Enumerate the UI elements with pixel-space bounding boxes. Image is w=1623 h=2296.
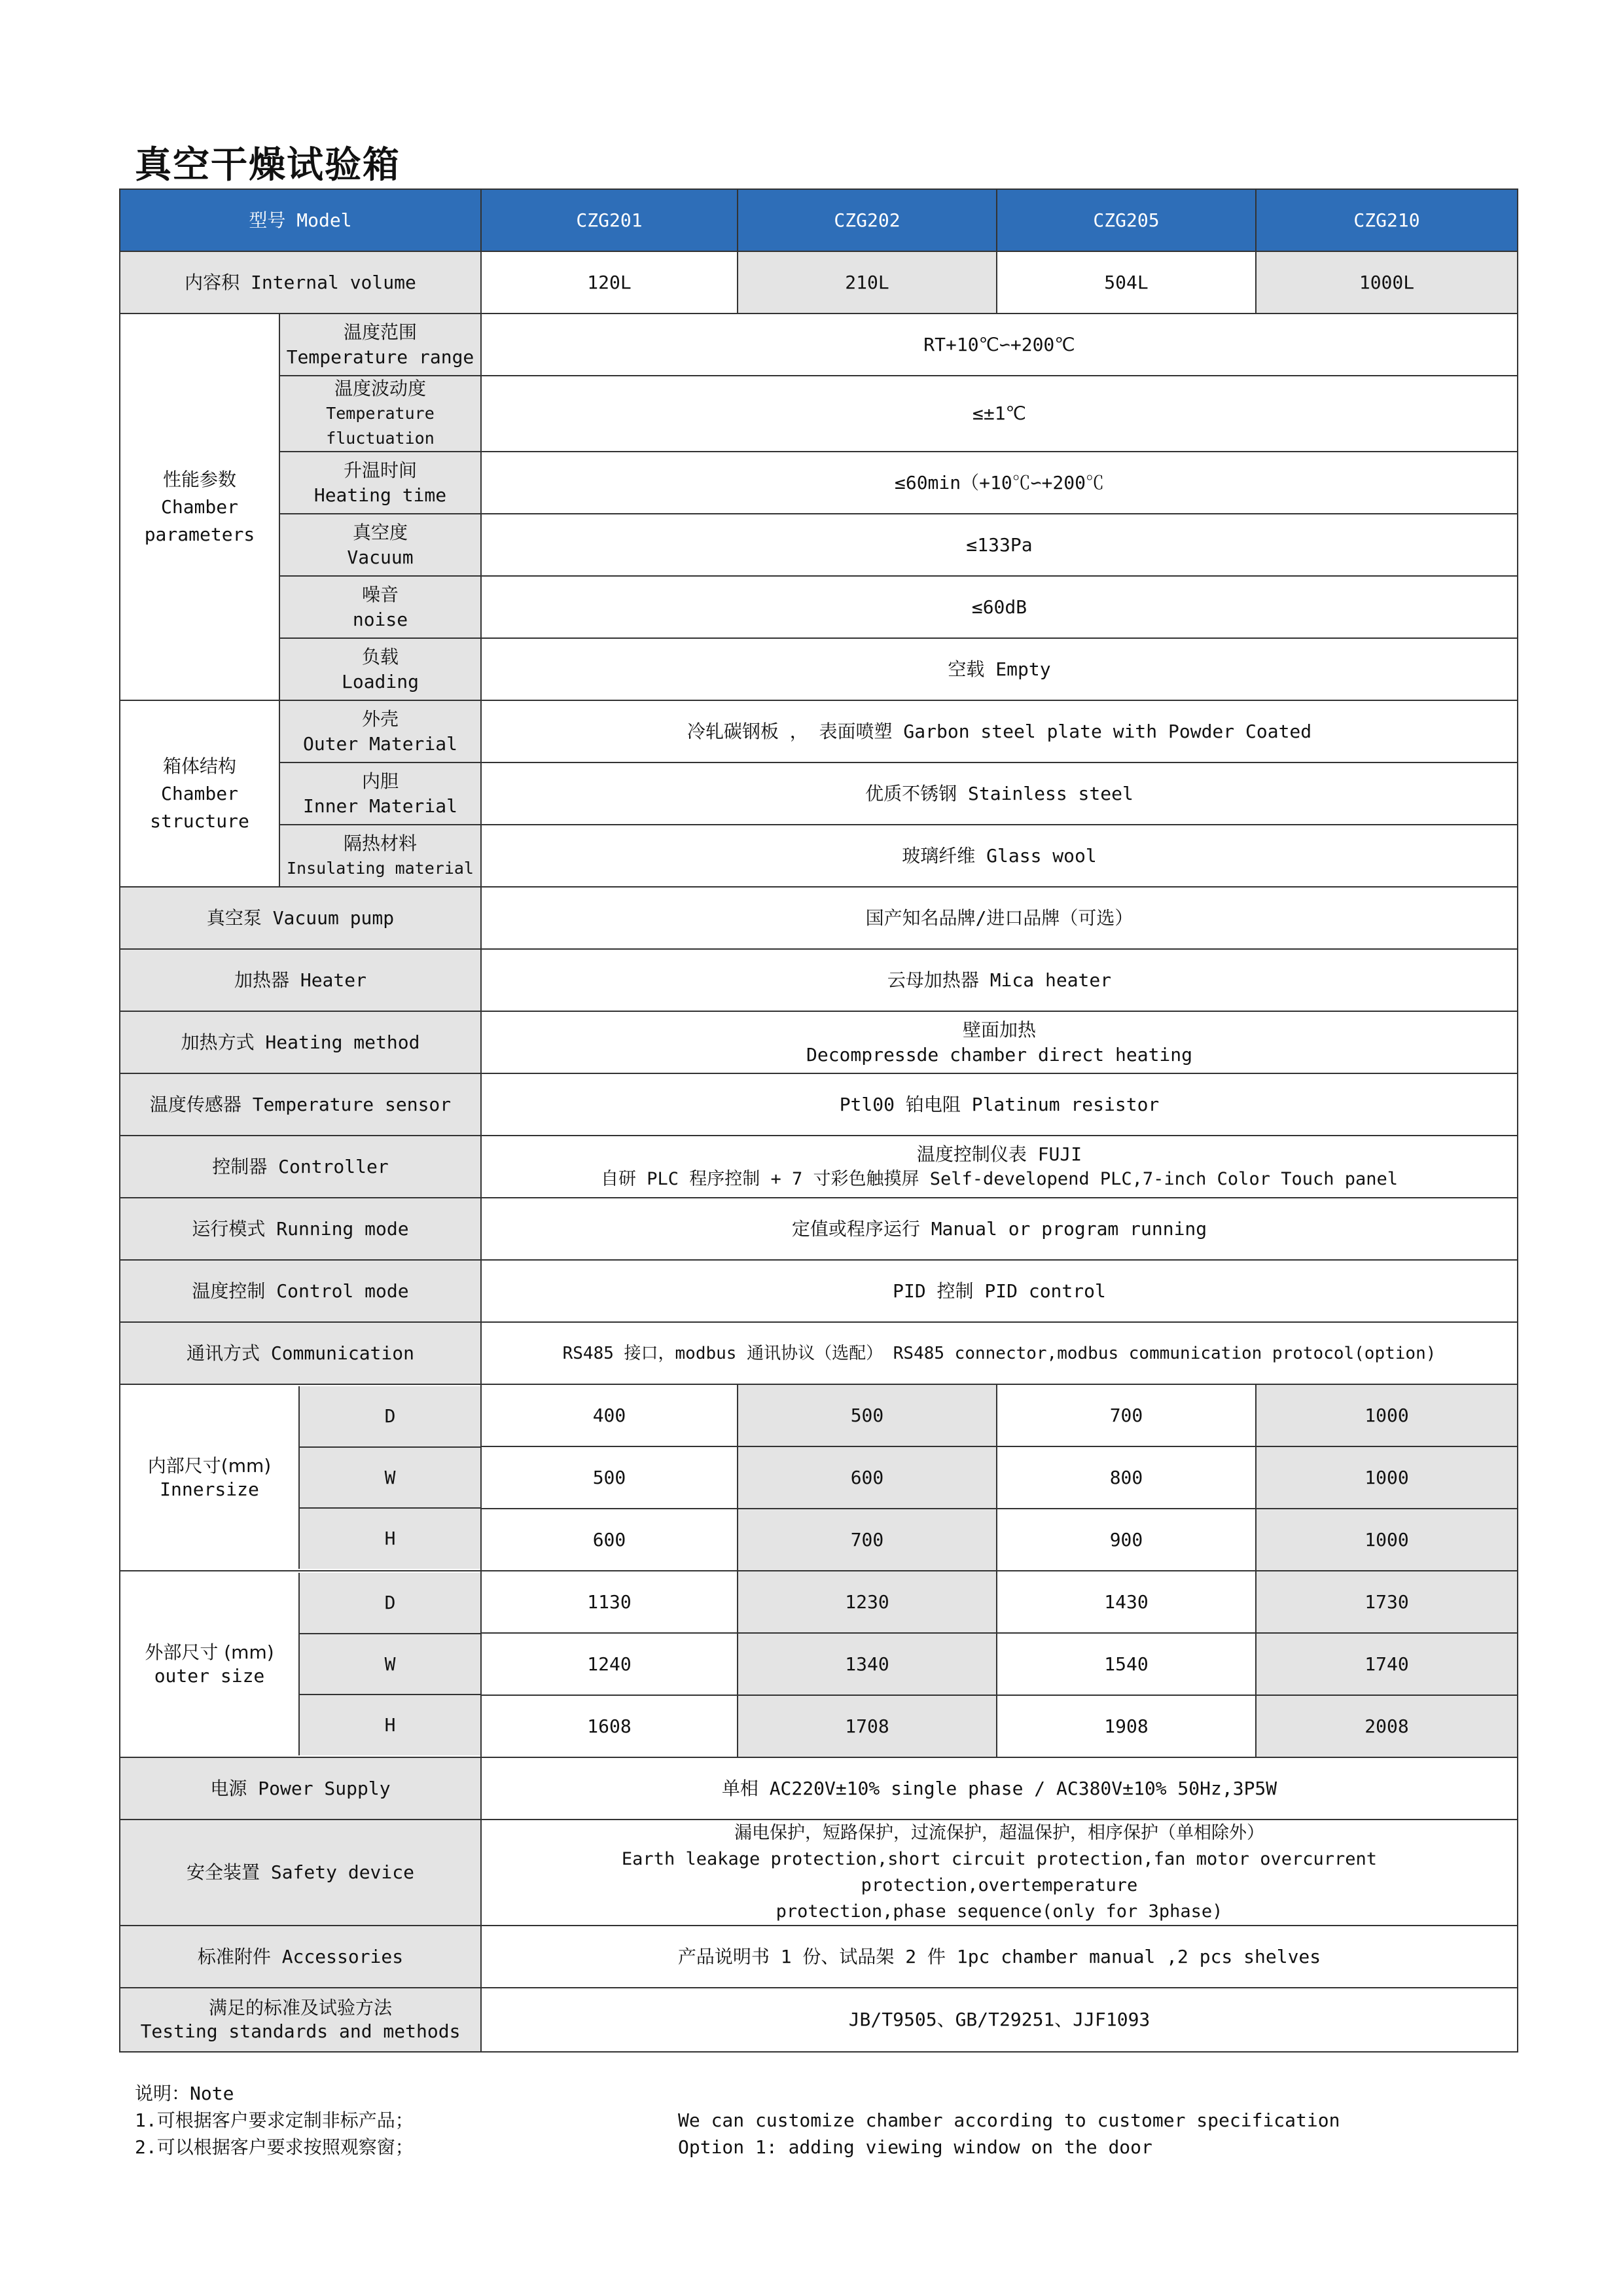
group-label-cn: 箱体结构 <box>162 755 236 777</box>
structure-value: 优质不锈钢 Stainless steel <box>481 762 1518 825</box>
note-item <box>135 2107 1340 2134</box>
volume-row <box>120 251 1518 314</box>
note-cn: 1.可根据客户要求定制非标产品； <box>135 2109 414 2131</box>
outer-size-group <box>120 1571 481 1757</box>
size-value: 500 <box>481 1446 738 1509</box>
notes-heading: 说明：Note <box>135 2083 234 2104</box>
spec-value <box>481 949 1518 1011</box>
size-value: 1740 <box>1256 1633 1518 1695</box>
size-value: 1130 <box>481 1571 738 1633</box>
spec-label: 温度控制 Control mode <box>120 1260 481 1322</box>
param-name-en: Vacuum <box>347 546 414 568</box>
volume-value: 1000L <box>1256 251 1518 314</box>
structure-row <box>120 825 1518 887</box>
size-value: 1708 <box>738 1695 997 1757</box>
param-value: RT+10℃∽+200℃ <box>481 314 1518 376</box>
param-name <box>279 314 481 376</box>
param-name <box>279 638 481 700</box>
safety-label: 安全装置 Safety device <box>120 1820 481 1926</box>
outer-size-label <box>120 1573 298 1755</box>
spec-value <box>481 887 1518 949</box>
structure-value: 玻璃纤维 Glass wool <box>481 825 1518 887</box>
spec-row <box>120 1322 1518 1384</box>
size-value: 600 <box>481 1509 738 1571</box>
structure-name-en: Insulating material <box>287 858 474 878</box>
param-name <box>279 576 481 638</box>
structure-value: 冷轧碳钢板 ， 表面喷塑 Garbon steel plate with Powder Coated <box>481 700 1518 762</box>
model-cell: CZG202 <box>738 189 997 251</box>
size-value: 400 <box>481 1384 738 1446</box>
spec-label: 真空泵 Vacuum pump <box>120 887 481 949</box>
safety-line: 漏电保护，短路保护，过流保护，超温保护，相序保护（单相除外） <box>734 1823 1264 1843</box>
spec-value <box>481 1136 1518 1198</box>
param-row <box>120 514 1518 576</box>
structure-name-cn: 内胆 <box>361 770 399 792</box>
size-value: 700 <box>997 1384 1256 1446</box>
outer-size-label-en: outer size <box>154 1664 265 1687</box>
size-value: 900 <box>997 1509 1256 1571</box>
spec-row <box>120 1260 1518 1322</box>
spec-row <box>120 1011 1518 1073</box>
model-cell: CZG201 <box>481 189 738 251</box>
structure-row <box>120 762 1518 825</box>
model-cell: CZG205 <box>997 189 1256 251</box>
param-name <box>279 514 481 576</box>
param-name-cn: 温度波动度 <box>334 378 426 399</box>
spec-label: 控制器 Controller <box>120 1136 481 1198</box>
size-value: 600 <box>738 1446 997 1509</box>
safety-line: protection,phase sequence(only for 3phase) <box>776 1901 1223 1922</box>
spec-row <box>120 1073 1518 1136</box>
param-name <box>279 452 481 514</box>
spec-value-line: Ptl00 铂电阻 Platinum resistor <box>839 1093 1160 1115</box>
param-row <box>120 638 1518 700</box>
group-label-cn: 性能参数 <box>162 468 236 490</box>
spec-label: 加热方式 Heating method <box>120 1011 481 1073</box>
note-cn: 2.可以根据客户要求按照观察窗； <box>135 2136 414 2158</box>
volume-value: 210L <box>738 251 997 314</box>
model-cell: CZG210 <box>1256 189 1518 251</box>
size-value: 1608 <box>481 1695 738 1757</box>
inner-size-dims <box>298 1386 480 1569</box>
dim-label: W <box>300 1634 480 1696</box>
param-name-en: Heating time <box>313 484 447 506</box>
structure-row <box>120 700 1518 762</box>
spec-label: 通讯方式 Communication <box>120 1322 481 1384</box>
spec-label: 加热器 Heater <box>120 949 481 1011</box>
param-row <box>120 452 1518 514</box>
volume-value: 504L <box>997 251 1256 314</box>
volume-label: 内容积 Internal volume <box>120 251 481 314</box>
dim-label: D <box>300 1386 480 1448</box>
spec-value-line: 壁面加热 <box>962 1018 1036 1041</box>
size-value: 1730 <box>1256 1571 1518 1633</box>
spec-value <box>481 1073 1518 1136</box>
spec-label: 温度传感器 Temperature sensor <box>120 1073 481 1136</box>
group-label-en: parameters <box>144 523 255 545</box>
spec-value-line: 云母加热器 Mica heater <box>887 969 1112 991</box>
size-value: 1340 <box>738 1633 997 1695</box>
spec-value <box>481 1260 1518 1322</box>
structure-name-cn: 外壳 <box>361 708 399 730</box>
standards-label-cn: 满足的标准及试验方法 <box>208 1997 392 2018</box>
inner-size-row <box>120 1384 1518 1446</box>
structure-name-en: Outer Material <box>302 732 457 755</box>
note-en: We can customize chamber according to customer specification <box>678 2109 1340 2131</box>
spec-value-line: 自研 PLC 程序控制 + 7 寸彩色触摸屏 Self-developend PLC,7-inch Color Touch panel <box>600 1168 1399 1189</box>
standards-label <box>120 1988 481 2052</box>
spec-value-line: Decompressde chamber direct heating <box>806 1043 1192 1066</box>
safety-line: Earth leakage protection,short circuit protection,fan motor overcurrent protection,overtemperature <box>621 1849 1378 1895</box>
power-label: 电源 Power Supply <box>120 1757 481 1820</box>
spec-value-line: PID 控制 PID control <box>893 1280 1106 1302</box>
param-value: ≤60min（+10℃∽+200℃ <box>481 452 1518 514</box>
spec-value <box>481 1011 1518 1073</box>
inner-size-label <box>120 1386 298 1569</box>
size-value: 700 <box>738 1509 997 1571</box>
standards-label-en: Testing standards and methods <box>140 2020 461 2042</box>
note-en: Option 1: adding viewing window on the door <box>678 2136 1152 2158</box>
size-value: 2008 <box>1256 1695 1518 1757</box>
param-name-en: Loading <box>341 670 419 692</box>
volume-value: 120L <box>481 251 738 314</box>
notes-section <box>135 2080 1340 2161</box>
note-item <box>135 2134 1340 2161</box>
inner-size-label-en: Innersize <box>160 1478 259 1500</box>
param-name <box>279 376 481 452</box>
spec-row <box>120 949 1518 1011</box>
outer-size-row <box>120 1571 1518 1633</box>
structure-group <box>120 700 279 887</box>
outer-size-dims <box>298 1573 480 1755</box>
param-name-cn: 负载 <box>361 645 399 668</box>
page-title: 真空干燥试验箱 <box>135 144 401 187</box>
accessories-row <box>120 1926 1518 1988</box>
param-name-en: Temperature range <box>286 346 474 368</box>
group-label-en: Chamber <box>160 782 238 804</box>
safety-value <box>481 1820 1518 1926</box>
param-name-cn: 真空度 <box>352 521 408 543</box>
size-value: 800 <box>997 1446 1256 1509</box>
header-row <box>120 189 1518 251</box>
size-value: 1540 <box>997 1633 1256 1695</box>
safety-row <box>120 1820 1518 1926</box>
spec-label: 运行模式 Running mode <box>120 1198 481 1260</box>
power-row <box>120 1757 1518 1820</box>
spec-row <box>120 1198 1518 1260</box>
size-value: 1000 <box>1256 1446 1518 1509</box>
param-name-cn: 噪音 <box>361 583 399 605</box>
dim-label: H <box>300 1509 480 1569</box>
param-name-en: noise <box>352 608 408 630</box>
structure-name <box>279 825 481 887</box>
param-name-cn: 温度范围 <box>343 321 417 343</box>
dim-label: W <box>300 1448 480 1509</box>
spec-row <box>120 1136 1518 1198</box>
accessories-label: 标准附件 Accessories <box>120 1926 481 1988</box>
inner-size-group <box>120 1384 481 1571</box>
param-value: ≤133Pa <box>481 514 1518 576</box>
param-name-en: Temperature fluctuation <box>326 404 435 448</box>
standards-row <box>120 1988 1518 2052</box>
structure-name-cn: 隔热材料 <box>343 832 417 854</box>
spec-value-line: 温度控制仪表 FUJI <box>916 1143 1082 1165</box>
size-value: 1430 <box>997 1571 1256 1633</box>
group-label-en: structure <box>150 810 249 832</box>
spec-value-line: 定值或程序运行 Manual or program running <box>791 1217 1207 1240</box>
size-value: 1000 <box>1256 1384 1518 1446</box>
dim-label: H <box>300 1695 480 1755</box>
model-label: 型号 Model <box>120 189 481 251</box>
accessories-value: 产品说明书 1 份、试品架 2 件 1pc chamber manual ,2 pcs shelves <box>481 1926 1518 1988</box>
spec-table <box>119 188 1518 2053</box>
param-value: ≤±1℃ <box>481 376 1518 452</box>
size-value: 1240 <box>481 1633 738 1695</box>
structure-name-en: Inner Material <box>302 795 457 817</box>
group-label-en: Chamber <box>160 495 238 518</box>
param-row <box>120 576 1518 638</box>
spec-value-line: 国产知名品牌/进口品牌（可选） <box>865 906 1133 929</box>
structure-name <box>279 762 481 825</box>
power-value: 单相 AC220V±10% single phase / AC380V±10% 50Hz,3P5W <box>481 1757 1518 1820</box>
chamber-params-group <box>120 314 279 700</box>
outer-size-label-cn: 外部尺寸 (mm) <box>145 1641 274 1663</box>
spec-value-line: RS485 接口，modbus 通讯协议（选配） RS485 connector,modbus communication protocol(option) <box>562 1343 1436 1363</box>
size-value: 500 <box>738 1384 997 1446</box>
param-value: 空载 Empty <box>481 638 1518 700</box>
dim-label: D <box>300 1573 480 1634</box>
structure-name <box>279 700 481 762</box>
size-value: 1908 <box>997 1695 1256 1757</box>
param-row <box>120 376 1518 452</box>
param-name-cn: 升温时间 <box>343 459 417 481</box>
size-value: 1000 <box>1256 1509 1518 1571</box>
inner-size-label-cn: 内部尺寸(mm) <box>147 1454 272 1477</box>
size-value: 1230 <box>738 1571 997 1633</box>
param-value: ≤60dB <box>481 576 1518 638</box>
spec-value <box>481 1322 1518 1384</box>
spec-value <box>481 1198 1518 1260</box>
param-row <box>120 314 1518 376</box>
standards-value: JB/T9505、GB/T29251、JJF1093 <box>481 1988 1518 2052</box>
spec-row <box>120 887 1518 949</box>
